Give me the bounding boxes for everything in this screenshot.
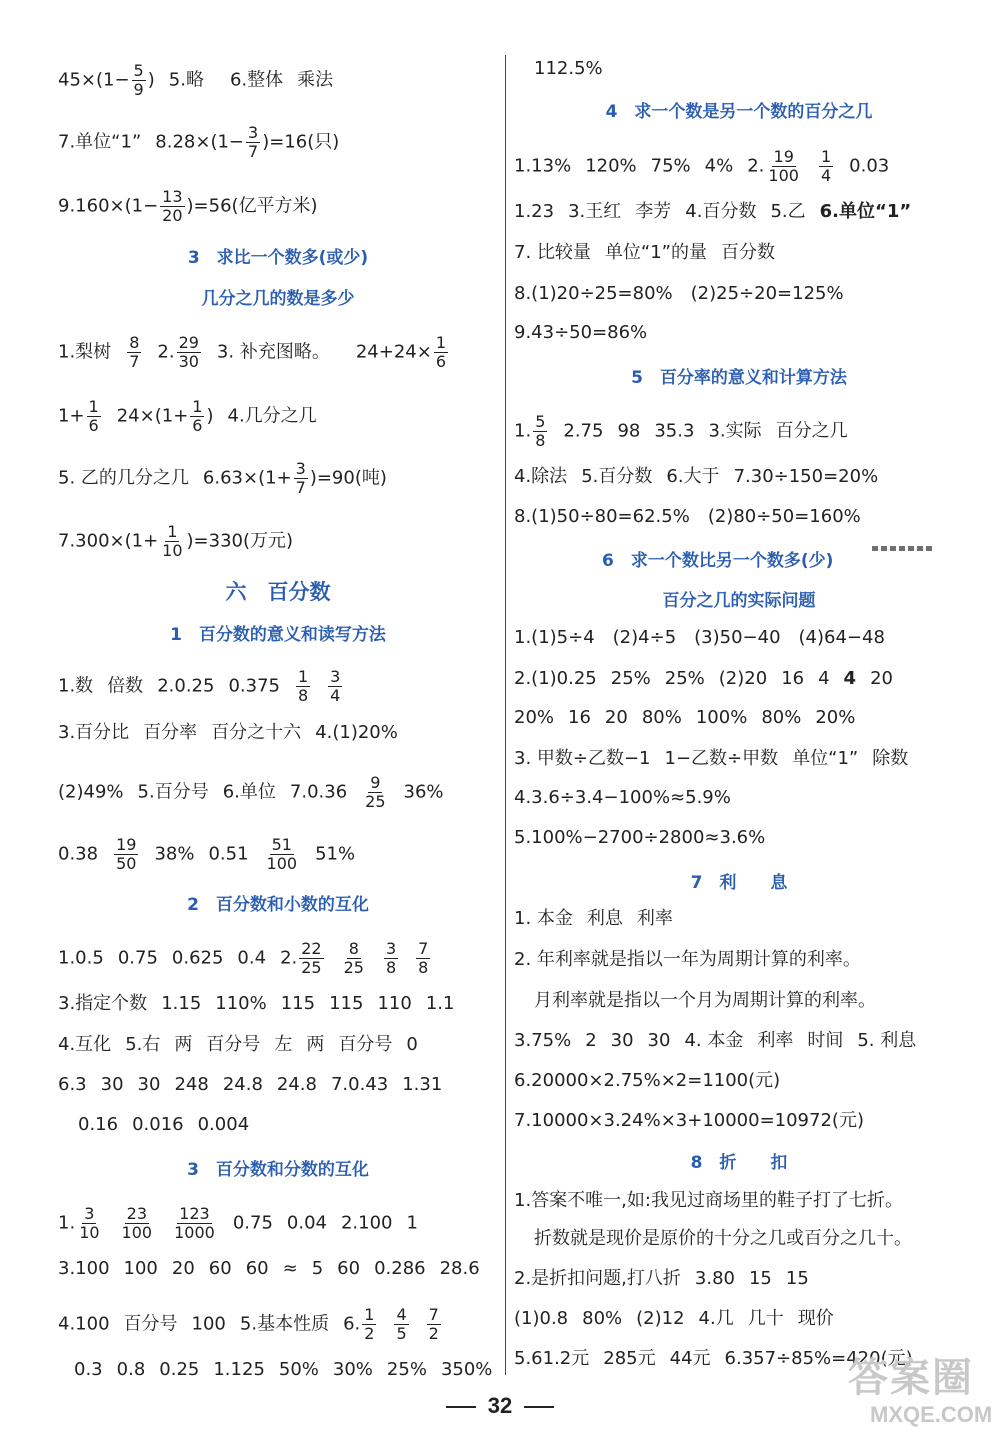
section-heading: 6 求一个数比另一个数多(少) (602, 551, 834, 571)
answer-line: 1.答案不唯一,如:我见过商场里的鞋子打了七折。 (514, 1190, 903, 1211)
fraction: $\frac{5}{9}$ (133, 61, 144, 99)
column-divider (505, 55, 506, 1375)
section-subheading: 几分之几的数是多少 (201, 289, 355, 309)
fraction: $\frac{3}{7}$ (295, 459, 306, 497)
answer-line: 45×(1− $\frac{5}{9}$ ) 5.略 6.整体 乘法 (58, 61, 334, 99)
fraction: $\frac{3}{10}$ (79, 1204, 100, 1242)
unit-heading: 六 百分数 (225, 580, 331, 604)
answer-line: 2. 年利率就是指以一年为周期计算的利率。 (514, 949, 861, 970)
answer-line: 4.互化 5.右 两 百分号 左 两 百分号 0 (58, 1034, 418, 1055)
answer-line: 7.10000×3.24%×3+10000=10972(元) (514, 1110, 864, 1131)
answer-line: 1.23 3.王红 李芳 4.百分数 5.乙 6.单位“1” (514, 201, 912, 222)
page-number: 32 (0, 1393, 1000, 1419)
answer-line: 7.300×(1+ $\frac{1}{10}$ )=330(万元) (58, 522, 294, 560)
answer-line: 1.数 倍数 2.0.25 0.375 $\frac{1}{8}$ $\frac{3}{4}$ (58, 667, 341, 705)
fraction: $\frac{1}{6}$ (435, 333, 446, 371)
answer-line: (1)0.8 80% (2)12 4.几 几十 现价 (514, 1308, 834, 1329)
answer-line: (2)49% 5.百分号 6.单位 7.0.36 $\frac{9}{25}$ 36% (58, 773, 444, 811)
fraction: $\frac{22}{25}$ (301, 939, 322, 977)
fraction: $\frac{7}{2}$ (428, 1305, 439, 1343)
watermark-logo: 答案圈 MXQE.COM (848, 1356, 993, 1427)
fraction: $\frac{3}{7}$ (248, 123, 259, 161)
fraction: $\frac{7}{8}$ (418, 939, 429, 977)
answer-line: 1+ $\frac{1}{6}$ 24×(1+ $\frac{1}{6}$ ) 4.几分之几 (58, 397, 317, 435)
answer-line: 4.100 百分号 100 5.基本性质 6. $\frac{1}{2}$ $\frac{4}{5}$ $\frac{7}{2}$ (58, 1305, 439, 1343)
section-heading: 4 求一个数是另一个数的百分之几 (605, 102, 873, 122)
answer-line: 2.是折扣问题,打八折 3.80 15 15 (514, 1268, 809, 1289)
answer-line: 1.0.5 0.75 0.625 0.4 2. $\frac{22}{25}$ $\frac{8}{25}$ $\frac{3}{8}$ $\frac{7}{8}$ (58, 939, 429, 977)
fraction: $\frac{19}{100}$ (768, 147, 799, 185)
answer-line: 1.梨树 $\frac{8}{7}$ 2. $\frac{29}{30}$ 3. 补充图略。 24+24× $\frac{1}{6}$ (58, 333, 446, 371)
answer-line: 6.20000×2.75%×2=1100(元) (514, 1070, 781, 1091)
section-heading: 8 折 扣 (690, 1153, 788, 1173)
section-heading: 7 利 息 (690, 873, 788, 893)
answer-line: 6.3 30 30 248 24.8 24.8 7.0.43 1.31 (58, 1074, 443, 1095)
fraction: $\frac{1}{2}$ (364, 1305, 375, 1343)
answer-line: 7. 比较量 单位“1”的量 百分数 (514, 242, 776, 263)
fraction: $\frac{1}{6}$ (192, 397, 203, 435)
section-heading: 3 百分数和分数的互化 (187, 1160, 369, 1180)
answer-line: 0.38 $\frac{19}{50}$ 38% 0.51 $\frac{51}{100}$ 51% (58, 835, 356, 873)
answer-line: 1. $\frac{5}{8}$ 2.75 98 35.3 3.实际 百分之几 (514, 412, 848, 450)
answer-line: 112.5% (534, 58, 603, 79)
answer-line: 5.61.2元 285元 44元 6.357÷85%=420(元) (514, 1348, 913, 1369)
answer-line: 8.(1)50÷80=62.5% (2)80÷50=160% (514, 506, 861, 527)
answer-line: 9.160×(1− $\frac{13}{20}$ )=56(亿平方米) (58, 187, 318, 225)
fraction: $\frac{3}{8}$ (385, 939, 397, 977)
fraction: $\frac{9}{25}$ (365, 773, 386, 811)
answer-line: 1. $\frac{3}{10}$ $\frac{23}{100}$ $\frac{123}{1000}$ 0.75 0.04 2.100 1 (58, 1204, 418, 1242)
section-heading: 5 百分率的意义和计算方法 (631, 368, 847, 388)
answer-line: 3.75% 2 30 30 4. 本金 利率 时间 5. 利息 (514, 1030, 917, 1051)
answer-line: 1.(1)5÷4 (2)4÷5 (3)50−40 (4)64−48 (514, 627, 885, 648)
fraction: $\frac{1}{8}$ (297, 667, 309, 705)
section-heading: 3 求比一个数多(或少) (187, 248, 369, 268)
answer-line: 3.百分比 百分率 百分之十六 4.(1)20% (58, 722, 398, 743)
answer-line: 3.100 100 20 60 60 ≈ 5 60 0.286 28.6 (58, 1258, 480, 1279)
fraction: $\frac{29}{30}$ (178, 333, 199, 371)
answer-line: 5. 乙的几分之几 6.63×(1+ $\frac{3}{7}$ )=90(吨) (58, 459, 387, 497)
section-heading: 1 百分数的意义和读写方法 (170, 625, 386, 645)
answer-line: 月利率就是指以一个月为周期计算的利率。 (534, 990, 876, 1011)
section-heading: 2 百分数和小数的互化 (187, 895, 369, 915)
fraction: $\frac{5}{8}$ (535, 412, 546, 450)
fraction: $\frac{1}{10}$ (162, 522, 183, 560)
fraction: $\frac{4}{5}$ (396, 1305, 407, 1343)
answer-line: 3.指定个数 1.15 110% 115 115 110 1.1 (58, 993, 455, 1014)
fraction: $\frac{1}{6}$ (88, 397, 99, 435)
answer-line: 1.13% 120% 75% 4% 2. $\frac{19}{100}$ $\frac{1}{4}$ 0.03 (514, 147, 890, 185)
answer-line: 20% 16 20 80% 100% 80% 20% (514, 707, 856, 728)
fraction: $\frac{123}{1000}$ (174, 1204, 215, 1242)
fraction: $\frac{51}{100}$ (266, 835, 298, 873)
fraction: $\frac{8}{25}$ (343, 939, 364, 977)
answer-line: 3. 甲数÷乙数−1 1−乙数÷甲数 单位“1” 除数 (514, 748, 909, 769)
answer-line: 0.16 0.016 0.004 (78, 1114, 250, 1135)
fraction: $\frac{23}{100}$ (121, 1204, 153, 1242)
answer-line: 4.除法 5.百分数 6.大于 7.30÷150=20% (514, 466, 879, 487)
answer-line: 9.43÷50=86% (514, 322, 648, 343)
answer-line: 7.单位“1” 8.28×(1− $\frac{3}{7}$ )=16(只) (58, 123, 340, 161)
fraction: $\frac{3}{4}$ (330, 667, 341, 705)
answer-line: 2.(1)0.25 25% 25% (2)20 16 4 4 20 (514, 668, 893, 689)
fraction: $\frac{8}{7}$ (129, 333, 140, 371)
fraction: $\frac{13}{20}$ (162, 187, 183, 225)
answer-line: 8.(1)20÷25=80% (2)25÷20=125% (514, 283, 844, 304)
answer-line: 折数就是现价是原价的十分之几或百分之几十。 (534, 1228, 912, 1249)
answer-line: 4.3.6÷3.4−100%≈5.9% (514, 787, 731, 808)
section-subheading: 百分之几的实际问题 (662, 591, 816, 611)
fraction: $\frac{1}{4}$ (820, 147, 832, 185)
answer-line: 0.3 0.8 0.25 1.125 50% 30% 25% 350% (74, 1359, 493, 1380)
print-smudge (872, 546, 934, 551)
answer-line: 1. 本金 利息 利率 (514, 908, 673, 929)
fraction: $\frac{19}{50}$ (116, 835, 137, 873)
answer-line: 5.100%−2700÷2800≈3.6% (514, 827, 766, 848)
